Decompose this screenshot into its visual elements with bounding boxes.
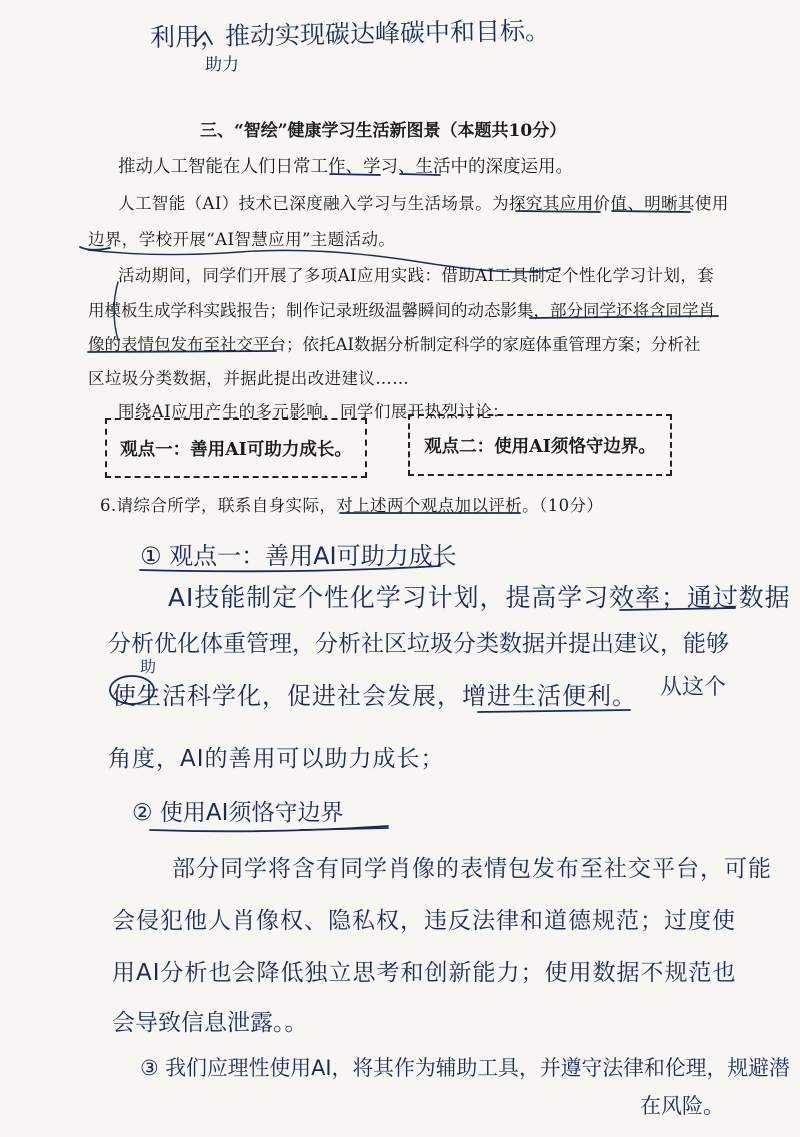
top-handwritten-line: 利用，推动实现碳达峰碳中和目标。 bbox=[149, 16, 551, 52]
top-handwritten-insert: 助力 bbox=[205, 55, 239, 75]
answer-p3-line1: ③ 我们应理性使用AI，将其作为辅助工具，并遵守法律和伦理，规避潜 bbox=[140, 1056, 790, 1080]
paragraph2-line4: 区垃圾分类数据，并据此提出改进建议…… bbox=[88, 369, 410, 388]
answer-heading-1: ① 观点一：善用AI可助力成长 bbox=[140, 542, 457, 570]
paragraph2-line2: 用模板生成学科实践报告；制作记录班级温馨瞬间的动态影集，部分同学还将含同学肖 bbox=[88, 301, 715, 320]
underline-boundary-hw bbox=[300, 828, 388, 830]
viewpoint-two-box bbox=[408, 414, 672, 476]
section-title: 三、“智绘”健康学习生活新图景（本题共10分） bbox=[200, 121, 567, 141]
answer-p1-line4: 角度，AI的善用可以助力成长； bbox=[108, 746, 445, 772]
handwritten-note-line: 推动人工智能在人们日常工作、学习、生活中的深度运用。 bbox=[118, 157, 573, 177]
paragraph2-line1: 活动期间，同学们开展了多项AI应用实践：借助AI工具制定个性化学习计划，套 bbox=[118, 266, 715, 285]
answer-p1-insert: 助 bbox=[140, 657, 157, 676]
paragraph1-line1: 人工智能（AI）技术已深度融入学习与生活场景。为探究其应用价值、明晰其使用 bbox=[118, 194, 729, 213]
paragraph3: 围绕AI应用产生的多元影响，同学们展开热烈讨论： bbox=[118, 402, 510, 421]
paragraph1-line2: 边界，学校开展“AI智慧应用”主题活动。 bbox=[88, 230, 396, 249]
viewpoint-one-text: 观点一：善用AI可助力成长。 bbox=[120, 439, 352, 460]
answer-heading-2: ② 使用AI须恪守边界 bbox=[132, 800, 344, 826]
paragraph2-line3: 像的表情包发布至社交平台；依托AI数据分析制定科学的家庭体重管理方案；分析社 bbox=[88, 335, 701, 354]
answer-p1-line3: 使生活科学化，促进社会发展，增进生活便利。 bbox=[112, 682, 637, 710]
answer-p2-line3: 用AI分析也会降低独立思考和创新能力；使用数据不规范也 bbox=[112, 960, 737, 986]
question-6: 6.请综合所学，联系自身实际，对上述两个观点加以评析。（10分） bbox=[100, 496, 604, 515]
answer-p2-line4: 会导致信息泄露。。 bbox=[112, 1010, 308, 1036]
answer-p2-line2: 会侵犯他人肖像权、隐私权，违反法律和道德规范；过度使 bbox=[112, 908, 736, 934]
answer-p1-line1: AI技能制定个性化学习计划，提高学习效率；通过数据 bbox=[168, 583, 791, 612]
answer-p1-line2: 分析优化体重管理，分析社区垃圾分类数据并提出建议，能够 bbox=[108, 631, 729, 657]
viewpoint-two-text: 观点二：使用AI须恪守边界。 bbox=[424, 436, 656, 457]
answer-p3-line2: 在风险。 bbox=[640, 1094, 724, 1118]
viewpoint-one-box bbox=[105, 418, 367, 478]
answer-p1-tail: 从这个 bbox=[660, 675, 727, 700]
answer-p2-line1: 部分同学将含有同学肖像的表情包发布至社交平台，可能 bbox=[172, 856, 772, 882]
